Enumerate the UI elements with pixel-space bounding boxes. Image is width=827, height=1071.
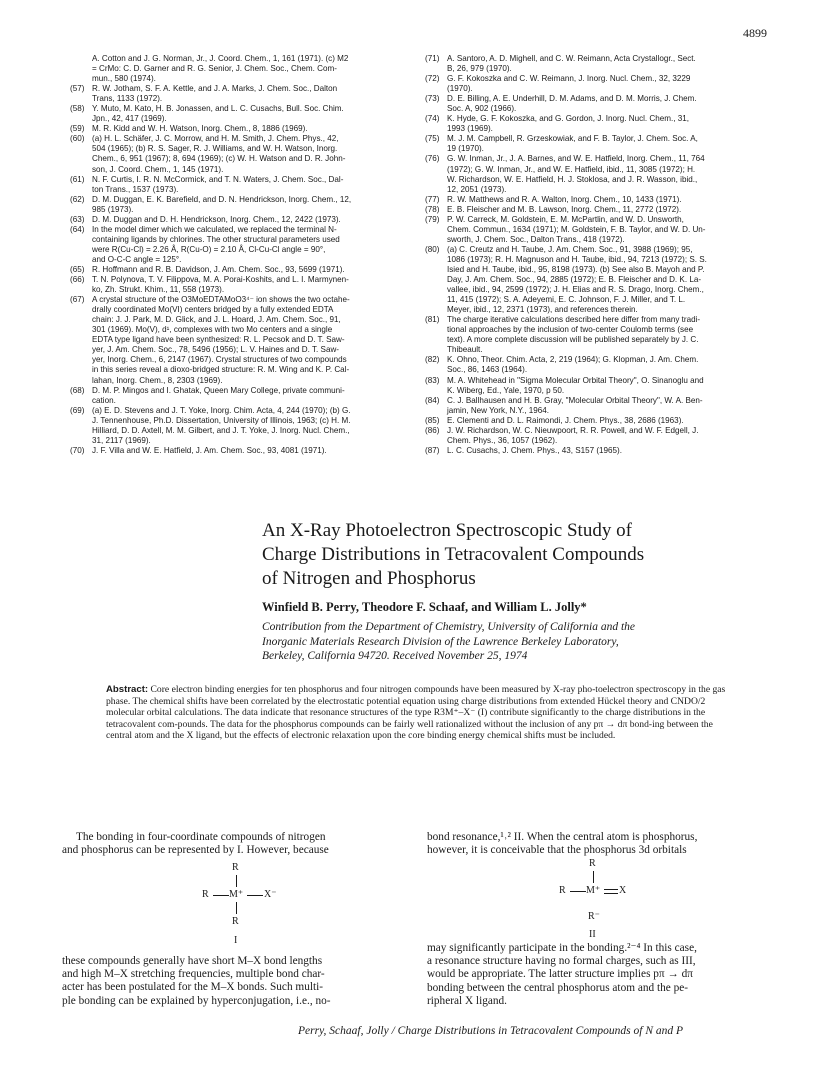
reference-number: (77): [425, 194, 440, 204]
reference-text: D. M. Duggan, E. K. Barefield, and D. N. Hendrickson, Inorg. Chem., 12, 985 (1973).: [92, 194, 352, 214]
body-line: a resonance structure having no formal charges, such as III,: [427, 955, 696, 968]
references-right-column: [425, 54, 765, 456]
reference-number: (64): [70, 224, 85, 234]
reference-number: (73): [425, 94, 440, 104]
structure-II-center: M⁺: [586, 885, 601, 896]
reference-entry: [70, 104, 408, 124]
reference-text: A crystal structure of the O3MoEDTAMoO3⁴⁻ ion shows the two octahe- drally coordinated Mo(VI) centers bridged by a fully extended EDTA chain: J. J. Park, M. D. Glick, and J. L. Hoard, J. Am. Chem. Soc., 91, 301 (1969). Mo(V), d¹, complexes with two Mo centers and a single EDTA type ligand have been synthesized: R. L. Pecsok and D. T. Saw- yer, J. Am. Chem. Soc., 78, 5496 (1956); L. V. Haines and D. T. Saw- yer, Inorg. Chem., 6, 2147 (1967). Crystal structures of two compounds in this series reveal a dioxo-bridged structure: R. M. Wing and K. P. Cal- lahan, Inorg. Chem., 8, 2303 (1969).: [92, 295, 350, 385]
reference-entry: [70, 386, 408, 406]
reference-entry: [425, 154, 765, 194]
reference-number: (76): [425, 154, 440, 164]
affiliation-line: Berkeley, California 94720. Received November 25, 1974: [262, 650, 528, 662]
reference-number: (87): [425, 445, 440, 455]
reference-text: R. Hoffmann and R. B. Davidson, J. Am. Chem. Soc., 93, 5699 (1971).: [92, 264, 345, 274]
body-column-2-top: [427, 831, 767, 857]
article-authors: Winfield B. Perry, Theodore F. Schaaf, and William L. Jolly*: [262, 600, 587, 614]
structure-II-left-r: R: [559, 885, 566, 896]
reference-text: D. E. Billing, A. E. Underhill, D. M. Adams, and D. M. Morris, J. Chem. Soc. A, 902 (1966).: [447, 94, 697, 114]
reference-entry: [425, 426, 765, 446]
reference-entry: [425, 134, 765, 154]
structure-I-bottom-r: R: [232, 916, 239, 927]
structure-I-bond-right: [247, 895, 263, 896]
abstract-label: Abstract:: [106, 684, 149, 695]
reference-entry: [70, 275, 408, 295]
reference-entry: [425, 215, 765, 245]
reference-text: C. J. Ballhausen and H. B. Gray, "Molecular Orbital Theory", W. A. Ben- jamin, New York, N.Y., 1964.: [447, 395, 703, 415]
reference-text: G. F. Kokoszka and C. W. Reimann, J. Inorg. Nucl. Chem., 32, 3229 (1970).: [447, 74, 691, 94]
title-line: An X-Ray Photoelectron Spectroscopic Study of: [262, 520, 632, 541]
reference-text: A. Santoro, A. D. Mighell, and C. W. Reimann, Acta Crystallogr., Sect. B, 26, 979 (1970).: [447, 54, 696, 74]
reference-entry: [70, 446, 408, 456]
reference-entry: [70, 175, 408, 195]
reference-entry: [425, 205, 765, 215]
structure-I-bond-top: [236, 875, 237, 887]
structure-II-bottom-r: R⁻: [588, 911, 600, 922]
reference-number: (84): [425, 395, 440, 405]
reference-text: M. R. Kidd and W. H. Watson, Inorg. Chem., 8, 1886 (1969).: [92, 124, 308, 134]
reference-text: A. Cotton and J. G. Norman, Jr., J. Coord. Chem., 1, 161 (1971). (c) M2 = CrMo: C. D. Garner and R. G. Senior, J. Chem. Soc., Chem. Com- mun., 580 (1974).: [92, 54, 349, 84]
reference-number: (85): [425, 415, 440, 425]
reference-entry: [425, 94, 765, 114]
reference-entry: [70, 225, 408, 265]
page-number: 4899: [743, 26, 767, 40]
reference-text: (a) H. L. Schäfer, J. C. Morrow, and H. M. Smith, J. Chem. Phys., 42, 504 (1965); (b) R. S. Sager, R. J. Williams, and W. H. Watson, Inorg. Chem., 6, 951 (1967); 8, 694 (1969); (c) W. H. Watson and D. R. John- son, J. Coord. Chem., 1, 145 (1971).: [92, 134, 346, 174]
reference-entry: [70, 295, 408, 385]
reference-number: (62): [70, 194, 85, 204]
reference-text: L. C. Cusachs, J. Chem. Phys., 43, S157 (1965).: [447, 445, 622, 455]
body-line: bonding between the central phosphorus atom and the pe-: [427, 981, 689, 994]
reference-text: J. W. Richardson, W. C. Nieuwpoort, R. R. Powell, and W. F. Edgell, J. Chem. Phys., 36, 1057 (1962).: [447, 425, 699, 445]
reference-number: (60): [70, 134, 85, 144]
references-left-column: [70, 54, 408, 456]
reference-entry: [425, 195, 765, 205]
reference-entry: [70, 84, 408, 104]
abstract: [106, 684, 726, 742]
structure-II-right-x: X: [619, 885, 627, 896]
structure-I-label: I: [234, 935, 238, 946]
reference-number: (65): [70, 264, 85, 274]
body-line: these compounds generally have short M–X bond lengths: [62, 955, 323, 967]
reference-text: (a) C. Creutz and H. Taube, J. Am. Chem. Soc., 91, 3988 (1969); 95, 1086 (1973); R. H. Magnuson and H. Taube, ibid., 94, 7213 (1972); S. S. Isied and H. Taube, ibid., 95, 8198 (1973). (b) See also B. Mayoh and P. Day, J. Am. Chem. Soc., 94, 2885 (1972); E. B. Fleischer and D. K. La- vallee, ibid., 94, 2599 (1972); J. H. Elias and R. S. Drago, Inorg. Chem., 11, 415 (1972); S. A. Adeyemi, E. C. Johnson, F. J. Miller, and T. L. Meyer, ibid., 12, 2371 (1973), and references therein.: [447, 244, 707, 315]
body-column-1-bottom: [62, 955, 407, 1008]
reference-entry: [70, 54, 408, 84]
reference-text: D. M. P. Mingos and I. Ghatak, Queen Mary College, private communi- cation.: [92, 385, 345, 405]
reference-number: (74): [425, 114, 440, 124]
reference-number: (61): [70, 174, 85, 184]
title-line: of Nitrogen and Phosphorus: [262, 568, 476, 589]
reference-text: (a) E. D. Stevens and J. T. Yoke, Inorg. Chim. Acta, 4, 244 (1970); (b) G. J. Tennenhouse, Ph.D. Dissertation, University of Illinois, 1963; (c) H. M. Hilliard, D. D. Axtell, M. M. Gilbert, and J. T. Yoke, J. Inorg. Nucl. Chem., 31, 2117 (1969).: [92, 405, 351, 445]
reference-text: In the model dimer which we calculated, we replaced the terminal N- containing ligands by chlorines. The other structural parameters used were R(Cu-Cl) = 2.26 Å, R(Cu-O) = 2.10 Å, Cl-Cu-Cl angle = 90°, and O-C-C angle = 125°.: [92, 224, 340, 264]
reference-entry: [70, 124, 408, 134]
reference-number: (59): [70, 124, 85, 134]
body-line: and high M–X stretching frequencies, multiple bond char-: [62, 968, 325, 981]
reference-text: P. W. Carreck, M. Goldstein, E. M. McPartlin, and W. D. Unsworth, Chem. Commun., 1634 (1971); M. Goldstein, F. B. Taylor, and W. D. Un- sworth, J. Chem. Soc., Dalton Trans., 418 (1972).: [447, 214, 706, 244]
reference-number: (70): [70, 445, 85, 455]
body-line: ple bonding can be explained by hyperconjugation, i.e., no-: [62, 994, 331, 1007]
body-line: bond resonance,¹˒² II. When the central atom is phosphorus,: [427, 831, 698, 843]
reference-text: E. B. Fleischer and M. B. Lawson, Inorg. Chem., 11, 2772 (1972).: [447, 204, 682, 214]
reference-text: R. W. Jotham, S. F. A. Kettle, and J. A. Marks, J. Chem. Soc., Dalton Trans, 1133 (1972).: [92, 84, 338, 104]
structure-I: [200, 862, 320, 952]
reference-number: (80): [425, 244, 440, 254]
body-line: acter has been postulated for the M–X bonds. Such multi-: [62, 981, 324, 994]
reference-entry: [70, 134, 408, 174]
article-affiliation: [262, 620, 762, 664]
reference-text: The charge iterative calculations described here differ from many tradi- tional approaches by the inclusion of two-center Coulomb terms (see text). A more complete discussion will be published separately by J. C. Thibeault.: [447, 315, 701, 355]
reference-number: (57): [70, 84, 85, 94]
reference-number: (82): [425, 355, 440, 365]
structure-I-center: M⁺: [229, 889, 244, 900]
body-line: and phosphorus can be represented by I. However, because: [62, 844, 329, 857]
reference-entry: [425, 446, 765, 456]
structure-II-label: II: [589, 929, 596, 940]
structure-I-top-r: R: [232, 862, 239, 873]
reference-text: D. M. Duggan and D. H. Hendrickson, Inorg. Chem., 12, 2422 (1973).: [92, 214, 341, 224]
body-column-1-top: [62, 831, 407, 857]
body-line: may significantly participate in the bonding.²⁻⁴ In this case,: [427, 942, 697, 954]
reference-number: (86): [425, 425, 440, 435]
reference-text: G. W. Inman, Jr., J. A. Barnes, and W. E. Hatfield, Inorg. Chem., 11, 764 (1972); G. W. Inman, Jr., and W. E. Hatfield, ibid., 11, 3085 (1972); H. W. Richardson, W. E. Hatfield, H. J. Stoklosa, and J. R. Wasson, ibid., 12, 2051 (1973).: [447, 154, 705, 194]
reference-entry: [425, 245, 765, 315]
reference-entry: [70, 195, 408, 215]
body-column-2-bottom: [427, 942, 767, 1008]
reference-entry: [425, 54, 765, 74]
reference-entry: [425, 114, 765, 134]
reference-text: M. J. M. Campbell, R. Grzeskowiak, and F. B. Taylor, J. Chem. Soc. A, 19 (1970).: [447, 134, 698, 154]
structure-I-right-x: X⁻: [264, 889, 277, 900]
structure-II-double-bond-a: [604, 889, 618, 890]
reference-text: K. Hyde, G. F. Kokoszka, and G. Gordon, J. Inorg. Nucl. Chem., 31, 1993 (1969).: [447, 114, 690, 134]
body-line: however, it is conceivable that the phosphorus 3d orbitals: [427, 844, 687, 857]
article-title: [262, 519, 782, 591]
reference-entry: [425, 396, 765, 416]
reference-text: Y. Muto, M. Kato, H. B. Jonassen, and L. C. Cusachs, Bull. Soc. Chim. Jpn., 42, 417 (1969).: [92, 104, 344, 124]
reference-text: J. F. Villa and W. E. Hatfield, J. Am. Chem. Soc., 93, 4081 (1971).: [92, 445, 327, 455]
structure-II-double-bond-b: [604, 893, 618, 894]
reference-text: T. N. Polynova, T. V. Filippova, M. A. Porai-Koshits, and L. I. Marmynen- ko, Zh. Strukt. Khim., 11, 558 (1973).: [92, 275, 349, 295]
structure-I-left-r: R: [202, 889, 209, 900]
reference-number: (79): [425, 214, 440, 224]
structure-I-bond-bottom: [236, 902, 237, 914]
reference-number: (75): [425, 134, 440, 144]
reference-number: (67): [70, 295, 85, 305]
reference-text: M. A. Whitehead in "Sigma Molecular Orbital Theory", O. Sinanoglu and K. Wiberg, Ed., Yale, 1970, p 50.: [447, 375, 704, 395]
reference-number: (68): [70, 385, 85, 395]
reference-entry: [425, 416, 765, 426]
running-footer: Perry, Schaaf, Jolly / Charge Distributions in Tetracovalent Compounds of N and P: [298, 1025, 684, 1037]
reference-number: (66): [70, 275, 85, 285]
affiliation-line: Contribution from the Department of Chemistry, University of California and the: [262, 621, 635, 633]
structure-II-bond-left: [570, 891, 586, 892]
structure-II: [557, 858, 677, 948]
body-line: ripheral X ligand.: [427, 994, 507, 1007]
abstract-text: Core electron binding energies for ten phosphorus and four nitrogen compounds have been measured by X-ray pho-toelectron spectroscopy in the gas phase. The chemical shifts have been correlated by the electrostatic potential equation using charge distributions from extended Hückel theory and CNDO/2 molecular orbital calculations. The data indicate that resonance structures of the type R3M⁺–X⁻ (I) contribute significantly to the charge distributions in the tetracovalent com-pounds. The data for the phosphorus compounds can be fairly well rationalized without the inclusion of any pπ → dπ bond-ing between the central atom and the X ligand, but the effects of electronic relaxation upon the core binding energy chemical shifts must be included.: [106, 684, 726, 742]
affiliation-line: Inorganic Materials Research Division of the Lawrence Berkeley Laboratory,: [262, 635, 619, 648]
reference-number: (69): [70, 405, 85, 415]
reference-number: (81): [425, 315, 440, 325]
reference-text: R. W. Matthews and R. A. Walton, Inorg. Chem., 10, 1433 (1971).: [447, 194, 682, 204]
reference-number: (58): [70, 104, 85, 114]
reference-text: N. F. Curtis, I. R. N. McCormick, and T. N. Waters, J. Chem. Soc., Dal- ton Trans., 1537 (1973).: [92, 174, 344, 194]
title-line: Charge Distributions in Tetracovalent Compounds: [262, 544, 645, 565]
body-line: would be appropriate. The latter structure implies pπ → dπ: [427, 968, 693, 981]
reference-number: (72): [425, 74, 440, 84]
structure-II-bond-top: [593, 871, 594, 883]
reference-number: (71): [425, 54, 440, 63]
reference-entry: [70, 406, 408, 446]
reference-entry: [425, 376, 765, 396]
reference-entry: [425, 315, 765, 355]
reference-entry: [425, 74, 765, 94]
reference-entry: [425, 355, 765, 375]
reference-number: (83): [425, 375, 440, 385]
body-line: The bonding in four-coordinate compounds of nitrogen: [76, 831, 326, 843]
reference-number: (63): [70, 214, 85, 224]
reference-number: (78): [425, 204, 440, 214]
reference-text: K. Ohno, Theor. Chim. Acta, 2, 219 (1964); G. Klopman, J. Am. Chem. Soc., 86, 1463 (1964).: [447, 355, 699, 375]
reference-entry: [70, 265, 408, 275]
reference-entry: [70, 215, 408, 225]
structure-II-top-r: R: [589, 858, 596, 869]
reference-text: E. Clementi and D. L. Raimondi, J. Chem. Phys., 38, 2686 (1963).: [447, 415, 684, 425]
structure-I-bond-left: [213, 895, 229, 896]
